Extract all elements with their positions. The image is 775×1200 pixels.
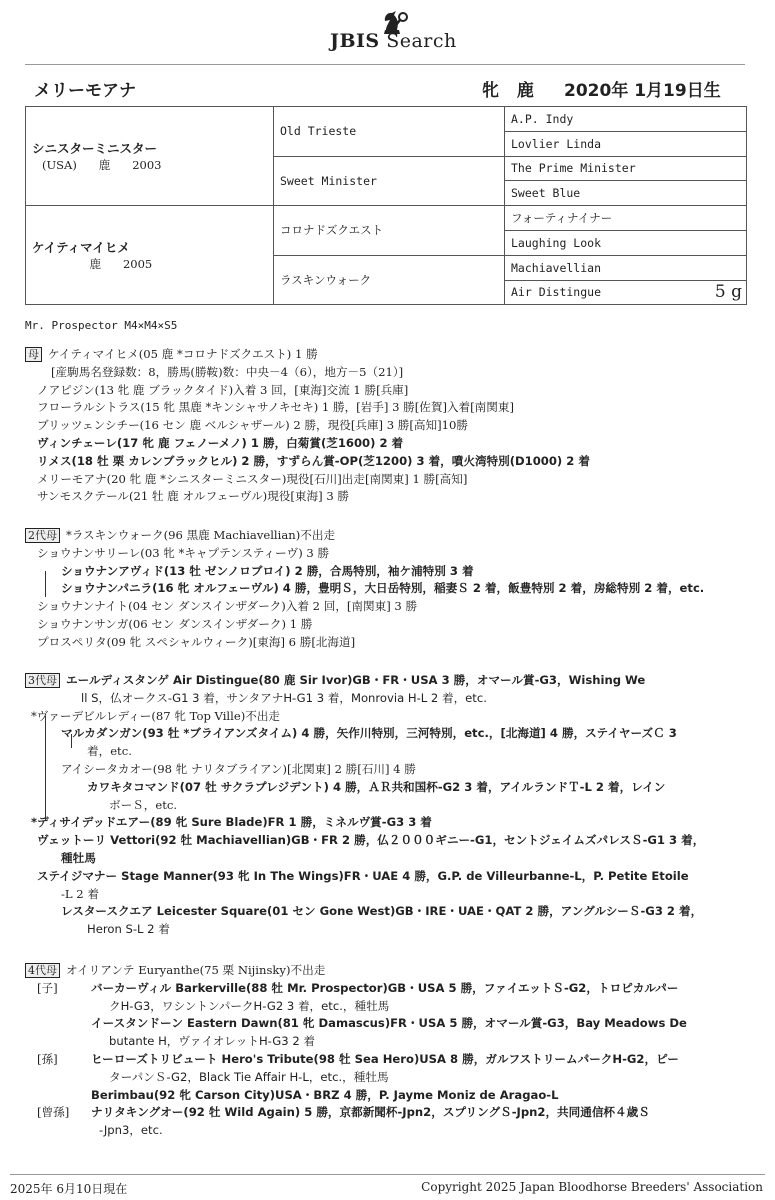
family-line: エールディスタンゲ Air Distingue(80 鹿 Sir Ivor)GB・FR・USA 3 勝，オマール賞-G3，Wishing We bbox=[66, 673, 646, 687]
family-line: ショウナンパニラ(16 牝 オルフェーヴル) 4 勝，豊明Ｓ，大日岳特別，稲妻Ｓ 2 着，飯豊特別 2 着，房総特別 2 着，etc. bbox=[61, 581, 705, 596]
family-line: クH-G3，ワシントンパークH-G2 3 着，etc.，種牡馬 bbox=[109, 998, 390, 1013]
pedigree-g3-cell[interactable]: The Prime Minister bbox=[505, 156, 747, 181]
family-line: ターパンＳ-G2，Black Tie Affair H-L，etc.，種牡馬 bbox=[109, 1069, 389, 1084]
section-badge: 2代母 bbox=[25, 528, 60, 543]
family-line: ショウナンサンガ(06 セン ダンスインザダーク) 1 勝 bbox=[37, 616, 313, 631]
pedigree-g3-cell[interactable]: Machiavellian bbox=[505, 255, 747, 280]
pedigree-g2-cell[interactable]: Sweet Minister bbox=[274, 156, 505, 206]
family-line: オイリアンテ Euryanthe(75 栗 Nijinsky)不出走 bbox=[66, 963, 326, 977]
horse-title-row bbox=[34, 76, 734, 102]
family-line: イースタンドーン Eastern Dawn(81 牝 Damascus)FR・USA 5 勝，オマール賞-G3，Bay Meadows De bbox=[91, 1016, 687, 1031]
family-line: ノアピジン(13 牝 鹿 ブラックタイド)入着 3 回，[東海]交流 1 勝[兵庫] bbox=[37, 382, 409, 397]
family-line: 種牡馬 bbox=[61, 850, 96, 865]
section-badge: 母 bbox=[25, 347, 42, 362]
horse-birthdate: 2020年 1月19日生 bbox=[564, 81, 721, 101]
section-badge: 4代母 bbox=[25, 963, 60, 978]
third-dam-section bbox=[25, 672, 725, 939]
family-line: アイシータカオー(98 牝 ナリタブライアン)[北関東] 2 勝[石川] 4 勝 bbox=[61, 761, 416, 776]
family-line: Berimbau(92 牝 Carson City)USA・BRZ 4 勝，P. Jayme Moniz de Aragao-L bbox=[91, 1087, 559, 1102]
header-divider bbox=[25, 64, 745, 65]
family-line: ブリッツェンシチー(16 セン 鹿 ベルシャザール) 2 勝，現役[兵庫] 3 勝[高知]10勝 bbox=[37, 418, 468, 433]
dam-section bbox=[25, 346, 725, 506]
family-line: フローラルシトラス(15 牝 黒鹿 *キンシャサノキセキ) 1 勝，[岩手] 3 勝[佐賀]入着[南関東] bbox=[37, 400, 514, 415]
pedigree-g3-cell[interactable]: Lovlier Linda bbox=[505, 131, 747, 156]
family-line: -L 2 着 bbox=[61, 886, 99, 901]
family-line: ヴェットーリ Vettori(92 牡 Machiavellian)GB・FR 2 勝，仏２０００ギニー-G1，セントジェイムズパレスＳ-G1 3 着， bbox=[37, 833, 705, 848]
family-line: ステイジマナー Stage Manner(93 牝 In The Wings)FR・UAE 4 勝，G.P. de Villeurbanne-L，P. Petite Etoile bbox=[37, 868, 689, 883]
family-line: ショウナンサリーレ(03 牝 *キャプテンスティーヴ) 3 勝 bbox=[37, 545, 330, 560]
pedigree-g3-cell[interactable]: Laughing Look bbox=[505, 230, 747, 255]
section-badge: 3代母 bbox=[25, 673, 60, 688]
pedigree-g2-cell[interactable]: コロナドズクエスト bbox=[274, 206, 505, 256]
family-line: バーカーヴィル Barkerville(88 牡 Mr. Prospector)GB・USA 5 勝，ファイエットＳ-G2，トロピカルパー bbox=[91, 980, 679, 995]
footer-copyright: Copyright 2025 Japan Bloodhorse Breeders' Association bbox=[421, 1180, 763, 1194]
tree-connector bbox=[45, 716, 46, 820]
generation-label: 5 g bbox=[714, 281, 742, 302]
fourth-dam-section bbox=[25, 962, 725, 1140]
family-line: ナリタキングオー(92 牡 Wild Again) 5 勝，京都新聞杯-Jpn2，スプリングＳ-Jpn2，共同通信杯４歳Ｓ bbox=[91, 1105, 650, 1120]
family-line: ショウナンナイト(04 セン ダンスインザダーク)入着 2 回，[南関東] 3 勝 bbox=[37, 599, 418, 614]
family-line: リメス(18 牡 栗 カレンブラックヒル) 2 勝，すずらん賞-OP(芝1200) 3 着，噴火湾特別(D1000) 2 着 bbox=[37, 453, 590, 468]
family-line: butante H，ヴァイオレットH-G3 2 着 bbox=[109, 1034, 315, 1049]
family-line: *ラスキンウォーク(96 黒鹿 Machiavellian)不出走 bbox=[66, 528, 336, 542]
sire-name[interactable]: シニスターミニスター bbox=[32, 141, 158, 157]
inbreeding-note: Mr. Prospector M4×M4×S5 bbox=[25, 319, 178, 332]
logo-text: JBIS Search bbox=[330, 30, 457, 52]
family-tag: [子] bbox=[37, 980, 58, 995]
family-line: *ディサイデッドエアー(89 牝 Sure Blade)FR 1 勝，ミネルヴ賞-G3 3 着 bbox=[31, 815, 432, 830]
pedigree-g3-cell[interactable]: Air Distingue 5 g bbox=[505, 280, 747, 305]
family-line: ヴィンチェーレ(17 牝 鹿 フェノーメノ) 1 勝，白菊賞(芝1600) 2 着 bbox=[37, 435, 404, 450]
pedigree-g3-cell[interactable]: Sweet Blue bbox=[505, 181, 747, 206]
horse-name: メリーモアナ bbox=[34, 81, 136, 101]
family-line: レスタースクエア Leicester Square(01 セン Gone West)GB・IRE・UAE・QAT 2 勝，アングルシーＳ-G3 2 着， bbox=[61, 904, 703, 919]
family-line: [産駒馬名登録数：8，勝馬(勝鞍)数：中央－4（6），地方－5（21）] bbox=[51, 364, 404, 379]
pedigree-table bbox=[25, 106, 747, 305]
footer-date: 2025年 6月10日現在 bbox=[10, 1182, 128, 1196]
family-line: -Jpn3，etc. bbox=[99, 1123, 163, 1138]
tree-connector bbox=[45, 571, 46, 597]
family-line: 着，etc. bbox=[87, 744, 132, 759]
dam-info: 鹿 2005 bbox=[42, 257, 153, 272]
pedigree-g2-cell[interactable]: ラスキンウォーク bbox=[274, 255, 505, 305]
family-line: ボーＳ，etc. bbox=[109, 797, 178, 812]
family-line: カワキタコマンド(07 牡 サクラプレジデント) 4 勝，ＡＲ共和国杯-G2 3 着，アイルランドＴ-L 2 着，レイン bbox=[87, 779, 666, 794]
second-dam-section bbox=[25, 527, 725, 652]
sire-info: (USA) 鹿 2003 bbox=[42, 158, 162, 173]
family-tag: [孫] bbox=[37, 1051, 58, 1066]
family-line: メリーモアナ(20 牝 鹿 *シニスターミニスター)現役[石川]出走[南関東] 1 勝[高知] bbox=[37, 471, 468, 486]
tree-connector bbox=[71, 734, 72, 748]
horse-sex-color: 牝 鹿 bbox=[482, 81, 540, 101]
family-line: ケイティマイヒメ(05 鹿 *コロナドズクエスト) 1 勝 bbox=[48, 347, 318, 361]
pedigree-dam bbox=[26, 206, 274, 305]
family-line: ヒーローズトリビュート Hero's Tribute(98 牡 Sea Hero)USA 8 勝，ガルフストリームパークH-G2，ピー bbox=[91, 1051, 679, 1066]
family-line: マルカダンガン(93 牡 *ブライアンズタイム) 4 勝，矢作川特別，三河特別，etc.，[北海道] 4 勝，ステイヤーズＣ 3 bbox=[61, 726, 677, 741]
family-tag: [曾孫] bbox=[37, 1105, 70, 1120]
family-line: ショウナンアヴィド(13 牡 ゼンノロブロイ) 2 勝，合馬特別，袖ケ浦特別 3 着 bbox=[61, 563, 474, 578]
family-line: プロスペリタ(09 牝 スペシャルウィーク)[東海] 6 勝[北海道] bbox=[37, 634, 356, 649]
family-line: サンモスクテール(21 牡 鹿 オルフェーヴル)現役[東海] 3 勝 bbox=[37, 489, 349, 504]
pedigree-g2-cell[interactable]: Old Trieste bbox=[274, 107, 505, 157]
pedigree-g3-cell[interactable]: A.P. Indy bbox=[505, 107, 747, 132]
jbis-logo[interactable] bbox=[330, 8, 460, 56]
family-line: ll S，仏オークス-G1 3 着，サンタアナH-G1 3 着，Monrovia H-L 2 着，etc. bbox=[81, 690, 487, 705]
dam-name[interactable]: ケイティマイヒメ bbox=[32, 240, 130, 256]
pedigree-sire bbox=[26, 107, 274, 206]
pedigree-g3-cell[interactable]: フォーティナイナー bbox=[505, 206, 747, 231]
footer-divider bbox=[10, 1174, 765, 1175]
family-line: *ヴァーデビルレディー(87 牝 Top Ville)不出走 bbox=[31, 708, 281, 723]
family-line: Heron S-L 2 着 bbox=[87, 922, 170, 937]
